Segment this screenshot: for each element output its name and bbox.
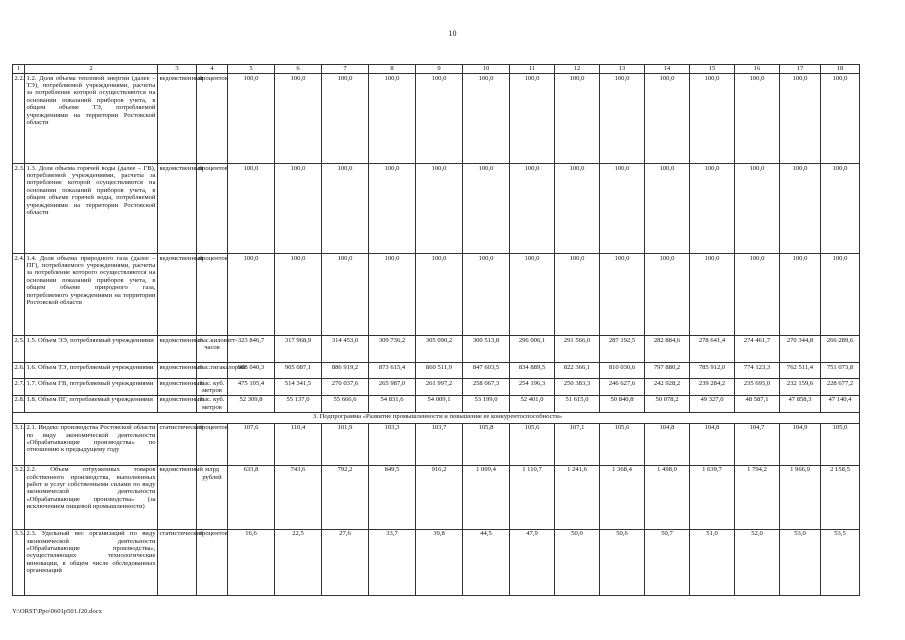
indicator-source: ведомственный: [158, 363, 197, 379]
value-cell: 27,6: [322, 529, 369, 595]
value-cell: 51,0: [690, 529, 735, 595]
value-cell: 103,3: [369, 423, 416, 465]
value-cell: 847 603,5: [463, 363, 510, 379]
indicator-source: ведомственный: [158, 336, 197, 363]
value-cell: 100,0: [645, 164, 690, 254]
value-cell: 317 968,9: [275, 336, 322, 363]
file-path-footer: Y:\ORST\Ppo\0601p501.f20.docx: [12, 608, 102, 615]
value-cell: 104,9: [780, 423, 821, 465]
value-cell: 100,0: [735, 74, 780, 164]
page-number: 10: [448, 29, 457, 38]
value-cell: 44,5: [463, 529, 510, 595]
value-cell: 100,0: [275, 254, 322, 336]
value-cell: 107,1: [555, 423, 600, 465]
table-row: [13, 395, 860, 412]
value-cell: 1 368,4: [600, 465, 645, 529]
value-cell: 100,0: [821, 164, 860, 254]
value-cell: 105,6: [600, 423, 645, 465]
header-cell: 3: [158, 65, 197, 74]
value-cell: 1 639,7: [690, 465, 735, 529]
value-cell: 100,0: [600, 74, 645, 164]
value-cell: 265 987,0: [369, 379, 416, 396]
value-cell: 100,0: [555, 254, 600, 336]
value-cell: 47 140,4: [821, 395, 860, 412]
value-cell: 100,0: [228, 254, 275, 336]
value-cell: 873 615,4: [369, 363, 416, 379]
value-cell: 261 997,2: [416, 379, 463, 396]
header-cell: 8: [369, 65, 416, 74]
header-cell: 7: [322, 65, 369, 74]
value-cell: 100,0: [780, 74, 821, 164]
value-cell: 33,7: [369, 529, 416, 595]
indicator-name: 2.2. Объем отгруженных товаров собственного производства, выполненных работ и услуг собственными силами по виду экономической деятельности «Обрабатывающие производства» (за исключением пищевой промышленности): [25, 465, 158, 529]
header-row: [13, 65, 860, 74]
header-cell: 15: [690, 65, 735, 74]
indicator-code: 2.7.: [13, 379, 25, 396]
table-row: [13, 379, 860, 396]
header-cell: 17: [780, 65, 821, 74]
value-cell: 100,0: [416, 74, 463, 164]
value-cell: 16,6: [228, 529, 275, 595]
indicator-unit: процентов: [197, 254, 228, 336]
indicator-code: 3.3.: [13, 529, 25, 595]
value-cell: 53 199,0: [463, 395, 510, 412]
value-cell: 1 009,4: [463, 465, 510, 529]
table-row: [13, 363, 860, 379]
value-cell: 258 067,3: [463, 379, 510, 396]
value-cell: 51 615,0: [555, 395, 600, 412]
value-cell: 100,0: [690, 254, 735, 336]
value-cell: 53,0: [780, 529, 821, 595]
indicator-name: 1.4. Доля объема природного газа (далее – ПГ), потребляемого учреждениями, расчеты за потребление которого осуществляются на основании показаний приборов учета, в общем объеме природного газа, потребляемого учреждениями на территории Ростовской области: [25, 254, 158, 336]
header-cell: 4: [197, 65, 228, 74]
value-cell: 100,0: [555, 74, 600, 164]
value-cell: 52 309,8: [228, 395, 275, 412]
value-cell: 287 192,5: [600, 336, 645, 363]
value-cell: 105,6: [510, 423, 555, 465]
value-cell: 100,0: [463, 74, 510, 164]
indicators-table: [12, 64, 860, 596]
value-cell: 100,0: [416, 254, 463, 336]
value-cell: 100,0: [645, 254, 690, 336]
value-cell: 305 090,2: [416, 336, 463, 363]
value-cell: 751 073,8: [821, 363, 860, 379]
table-row: [13, 423, 860, 465]
value-cell: 49 327,0: [690, 395, 735, 412]
header-cell: 14: [645, 65, 690, 74]
header-cell: 6: [275, 65, 322, 74]
value-cell: 50 840,8: [600, 395, 645, 412]
value-cell: 278 641,4: [690, 336, 735, 363]
value-cell: 54 009,1: [416, 395, 463, 412]
value-cell: 48 587,1: [735, 395, 780, 412]
value-cell: 53,5: [821, 529, 860, 595]
value-cell: 100,0: [275, 164, 322, 254]
value-cell: 105,0: [821, 423, 860, 465]
indicator-name: 1.8. Объем ПГ, потребляемый учреждениями: [25, 395, 158, 412]
value-cell: 100,0: [322, 74, 369, 164]
value-cell: 107,6: [228, 423, 275, 465]
value-cell: 860 511,9: [416, 363, 463, 379]
value-cell: 1 794,2: [735, 465, 780, 529]
value-cell: 100,0: [322, 164, 369, 254]
value-cell: 110,4: [275, 423, 322, 465]
value-cell: 246 627,6: [600, 379, 645, 396]
indicator-name: 2.3. Удельный вес организаций по виду экономической деятельности «Обрабатывающие производства», осуществляющих технологические инновации, в общем числе обследованных организаций: [25, 529, 158, 595]
indicator-unit: процентов: [197, 74, 228, 164]
indicator-name: 2.1. Индекс производства Ростовской области по виду экономической деятельности «Обрабатывающие производства» по отношению к предыдущему году: [25, 423, 158, 465]
table-row: [13, 336, 860, 363]
indicator-unit: процентов: [197, 529, 228, 595]
header-cell: 13: [600, 65, 645, 74]
header-cell: 18: [821, 65, 860, 74]
value-cell: 52,0: [735, 529, 780, 595]
indicator-unit: процентов: [197, 423, 228, 465]
value-cell: 103,7: [416, 423, 463, 465]
value-cell: 100,0: [735, 164, 780, 254]
value-cell: 908 040,3: [228, 363, 275, 379]
value-cell: 254 196,3: [510, 379, 555, 396]
value-cell: 104,8: [690, 423, 735, 465]
indicator-unit: млрд рублей: [197, 465, 228, 529]
value-cell: 762 511,4: [780, 363, 821, 379]
value-cell: 1 110,7: [510, 465, 555, 529]
value-cell: 100,0: [228, 164, 275, 254]
value-cell: 774 123,3: [735, 363, 780, 379]
header-cell: 11: [510, 65, 555, 74]
table-row: [13, 164, 860, 254]
value-cell: 47,9: [510, 529, 555, 595]
value-cell: 1 241,6: [555, 465, 600, 529]
value-cell: 514 341,5: [275, 379, 322, 396]
value-cell: 810 030,6: [600, 363, 645, 379]
value-cell: 235 695,0: [735, 379, 780, 396]
value-cell: 104,8: [645, 423, 690, 465]
indicator-code: 2.4.: [13, 254, 25, 336]
value-cell: 55 666,6: [322, 395, 369, 412]
indicator-source: ведомственный: [158, 465, 197, 529]
indicator-name: 1.2. Доля объема тепловой энергии (далее – ТЭ), потребляемой учреждениями, расчеты за потребление которой осуществляются на основании показаний приборов учета, в общем объеме ТЭ, потребляемой учреждениями на территории Ростовской области: [25, 74, 158, 164]
value-cell: 228 677,2: [821, 379, 860, 396]
value-cell: 50,7: [645, 529, 690, 595]
table-row: [13, 529, 860, 595]
value-cell: 100,0: [821, 254, 860, 336]
header-cell: 1: [13, 65, 25, 74]
indicator-source: ведомственный: [158, 395, 197, 412]
value-cell: 323 846,7: [228, 336, 275, 363]
value-cell: 822 366,1: [555, 363, 600, 379]
value-cell: 54 831,6: [369, 395, 416, 412]
value-cell: 792,2: [322, 465, 369, 529]
indicator-code: 2.8.: [13, 395, 25, 412]
indicator-code: 3.2.: [13, 465, 25, 529]
indicator-code: 2.3.: [13, 164, 25, 254]
value-cell: 100,0: [510, 254, 555, 336]
value-cell: 100,0: [416, 164, 463, 254]
value-cell: 266 289,6: [821, 336, 860, 363]
value-cell: 785 912,0: [690, 363, 735, 379]
value-cell: 282 884,6: [645, 336, 690, 363]
table-row: [13, 465, 860, 529]
value-cell: 100,0: [275, 74, 322, 164]
value-cell: 849,5: [369, 465, 416, 529]
value-cell: 270 344,8: [780, 336, 821, 363]
header-cell: 12: [555, 65, 600, 74]
value-cell: 232 159,6: [780, 379, 821, 396]
indicator-unit: процентов: [197, 164, 228, 254]
value-cell: 100,0: [322, 254, 369, 336]
indicator-name: 1.5. Объем ЭЭ, потребляемый учреждениями: [25, 336, 158, 363]
indicator-name: 1.6. Объем ТЭ, потребляемый учреждениями: [25, 363, 158, 379]
table-row: [13, 254, 860, 336]
value-cell: 47 858,3: [780, 395, 821, 412]
value-cell: 100,0: [690, 74, 735, 164]
value-cell: 834 889,5: [510, 363, 555, 379]
value-cell: 100,0: [735, 254, 780, 336]
indicator-name: 1.7. Объем ГВ, потребляемый учреждениями: [25, 379, 158, 396]
indicator-unit: тыс. куб. метров: [197, 395, 228, 412]
value-cell: 100,0: [369, 254, 416, 336]
indicator-code: 2.5.: [13, 336, 25, 363]
value-cell: 743,6: [275, 465, 322, 529]
value-cell: 274 461,7: [735, 336, 780, 363]
indicator-unit: тыс.гигакалорий: [197, 363, 228, 379]
value-cell: 39,8: [416, 529, 463, 595]
value-cell: 22,5: [275, 529, 322, 595]
value-cell: 886 919,2: [322, 363, 369, 379]
header-cell: 16: [735, 65, 780, 74]
value-cell: 100,0: [369, 74, 416, 164]
value-cell: 100,0: [463, 254, 510, 336]
indicator-source: ведомственный: [158, 379, 197, 396]
value-cell: 100,0: [228, 74, 275, 164]
value-cell: 50,6: [600, 529, 645, 595]
indicator-source: ведомственный: [158, 74, 197, 164]
value-cell: 104,7: [735, 423, 780, 465]
value-cell: 105,8: [463, 423, 510, 465]
value-cell: 100,0: [555, 164, 600, 254]
section-row: [13, 412, 860, 423]
value-cell: 633,8: [228, 465, 275, 529]
value-cell: 100,0: [600, 164, 645, 254]
indicator-name: 1.3. Доля объема горячей воды (далее – ГВ), потребляемой учреждениями, расчеты за потребление которой осуществляются на основании показаний приборов учета, в общем объеме горячей воды, потребляемой учреждениями на территории Ростовской области: [25, 164, 158, 254]
value-cell: 314 453,0: [322, 336, 369, 363]
value-cell: 291 566,0: [555, 336, 600, 363]
value-cell: 239 284,2: [690, 379, 735, 396]
value-cell: 2 158,5: [821, 465, 860, 529]
header-cell: 9: [416, 65, 463, 74]
section-title: 3. Подпрограмма «Развитие промышленности и повышение ее конкурентоспособности»: [13, 412, 860, 423]
value-cell: 475 105,4: [228, 379, 275, 396]
value-cell: 1 498,0: [645, 465, 690, 529]
value-cell: 55 137,0: [275, 395, 322, 412]
header-cell: 2: [25, 65, 158, 74]
indicator-unit: тыс.киловатт-часов: [197, 336, 228, 363]
value-cell: 797 880,2: [645, 363, 690, 379]
value-cell: 50 078,2: [645, 395, 690, 412]
value-cell: 52 401,0: [510, 395, 555, 412]
value-cell: 101,9: [322, 423, 369, 465]
value-cell: 100,0: [600, 254, 645, 336]
value-cell: 100,0: [780, 164, 821, 254]
value-cell: 270 037,6: [322, 379, 369, 396]
value-cell: 296 006,1: [510, 336, 555, 363]
indicator-source: ведомственный: [158, 254, 197, 336]
indicator-code: 2.6.: [13, 363, 25, 379]
value-cell: 905 087,1: [275, 363, 322, 379]
value-cell: 100,0: [645, 74, 690, 164]
value-cell: 309 736,2: [369, 336, 416, 363]
header-cell: 10: [463, 65, 510, 74]
indicator-source: статистический: [158, 529, 197, 595]
value-cell: 916,2: [416, 465, 463, 529]
indicator-code: 2.2.: [13, 74, 25, 164]
value-cell: 1 966,9: [780, 465, 821, 529]
table-row: [13, 74, 860, 164]
value-cell: 100,0: [369, 164, 416, 254]
value-cell: 100,0: [780, 254, 821, 336]
value-cell: 100,0: [821, 74, 860, 164]
indicator-code: 3.1.: [13, 423, 25, 465]
value-cell: 100,0: [690, 164, 735, 254]
value-cell: 50,0: [555, 529, 600, 595]
value-cell: 300 513,8: [463, 336, 510, 363]
value-cell: 100,0: [510, 164, 555, 254]
value-cell: 100,0: [510, 74, 555, 164]
indicator-unit: тыс. куб. метров: [197, 379, 228, 396]
indicator-source: ведомственный: [158, 164, 197, 254]
value-cell: 100,0: [463, 164, 510, 254]
header-cell: 5: [228, 65, 275, 74]
value-cell: 242 928,2: [645, 379, 690, 396]
value-cell: 250 383,3: [555, 379, 600, 396]
indicator-source: статистический: [158, 423, 197, 465]
